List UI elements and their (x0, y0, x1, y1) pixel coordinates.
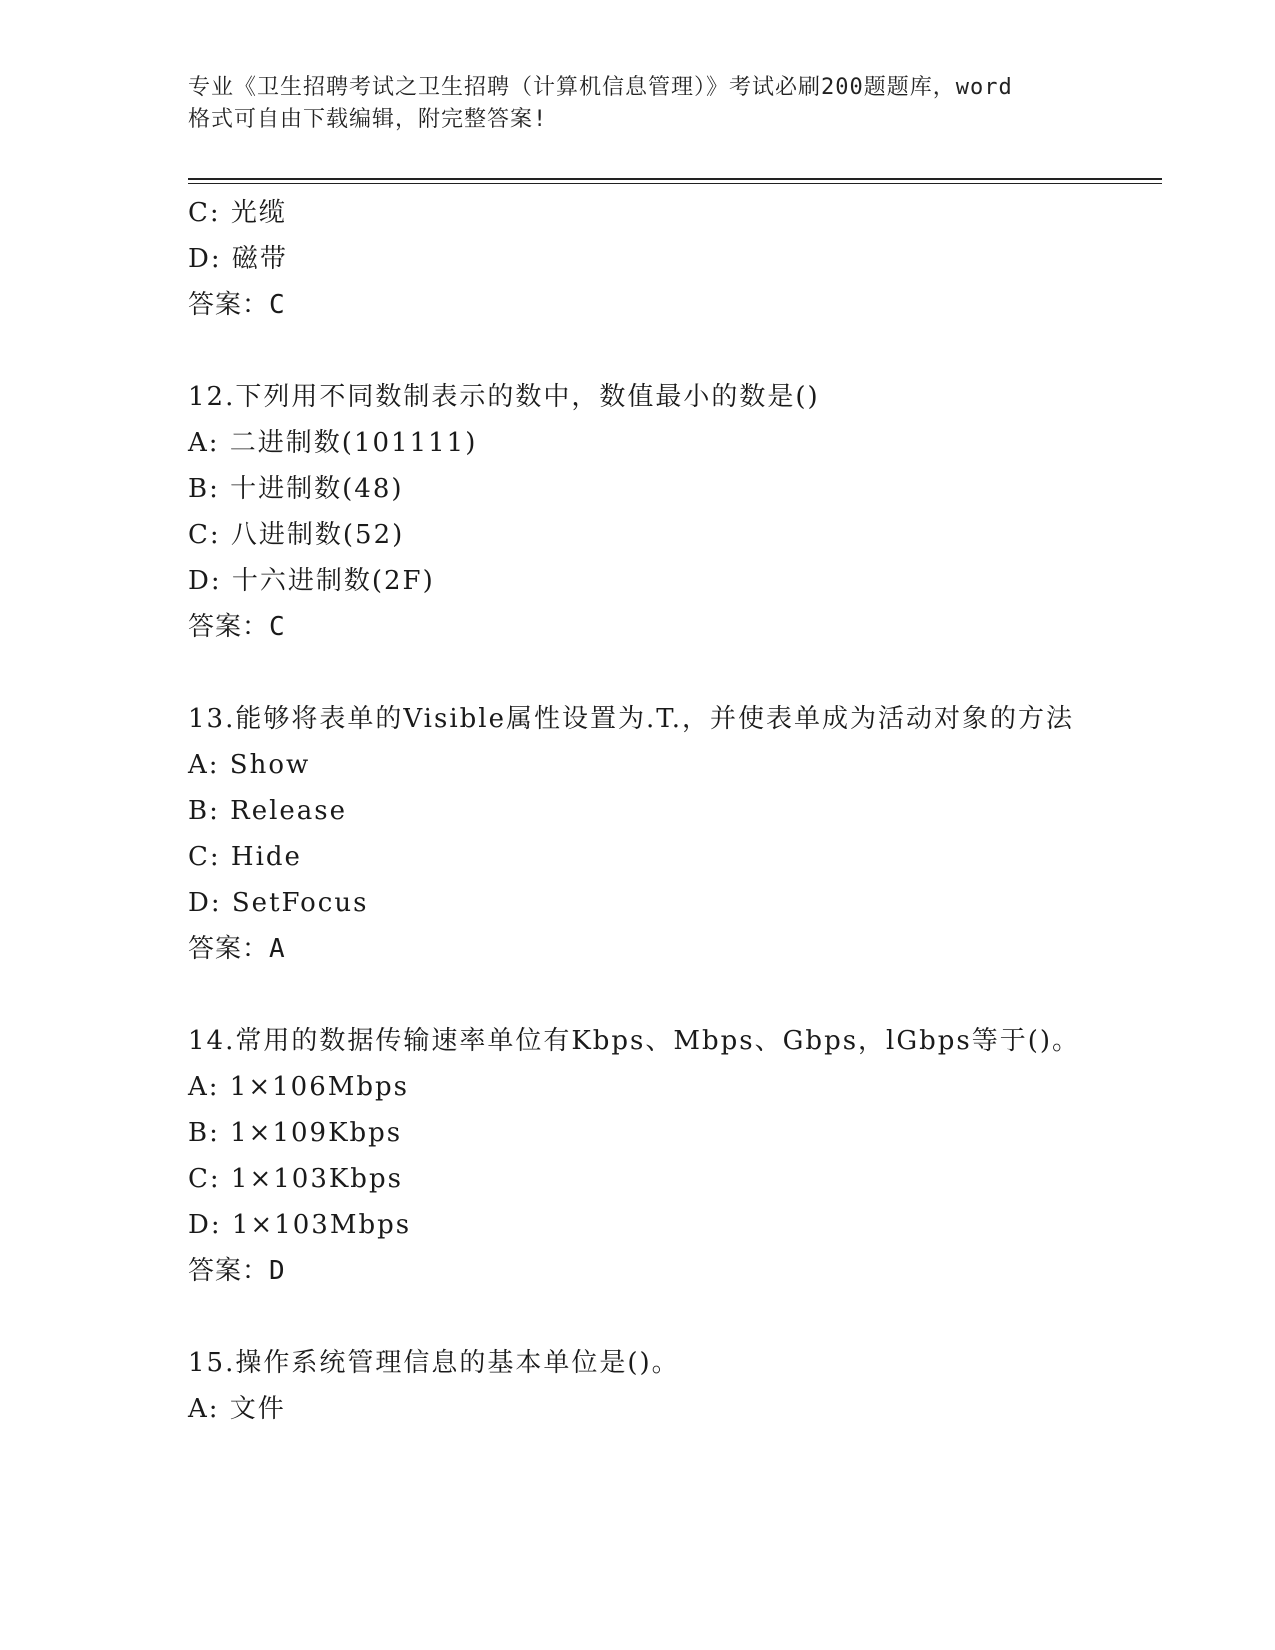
option-a: A: 1×106Mbps (188, 1072, 410, 1102)
option-c: C: Hide (188, 842, 302, 872)
question-14-stem: 14.常用的数据传输速率单位有Kbps、Mbps、Gbps，lGbps等于()。 (188, 1026, 1081, 1056)
option-b: B: 十进制数(48) (188, 474, 404, 504)
spacer (188, 972, 1088, 1018)
question-12-stem: 12.下列用不同数制表示的数中，数值最小的数是() (188, 382, 820, 412)
spacer (188, 328, 1088, 374)
header-title-line-2: 格式可自由下载编辑，附完整答案! (188, 107, 548, 132)
answer: 答案：D (188, 1256, 286, 1286)
option-d: D: 1×103Mbps (188, 1210, 412, 1240)
option-c: C: 光缆 (188, 198, 287, 228)
option-b: B: 1×109Kbps (188, 1118, 403, 1148)
page-header (188, 72, 1088, 136)
question-15-stem: 15.操作系统管理信息的基本单位是()。 (188, 1348, 680, 1378)
header-rule (188, 178, 1162, 184)
question-13-stem: 13.能够将表单的Visible属性设置为.T.，并使表单成为活动对象的方法 (188, 704, 1075, 734)
question-content (188, 190, 1088, 1432)
option-d: D: 十六进制数(2F) (188, 566, 435, 596)
option-a: A: Show (188, 750, 311, 780)
option-c: C: 八进制数(52) (188, 520, 405, 550)
answer: 答案：C (188, 612, 286, 642)
option-c: C: 1×103Kbps (188, 1164, 403, 1194)
header-title-line-1: 专业《卫生招聘考试之卫生招聘（计算机信息管理）》考试必刷200题题库，word (188, 75, 1013, 100)
option-d: D: SetFocus (188, 888, 369, 918)
option-a: A: 文件 (188, 1394, 286, 1424)
option-d: D: 磁带 (188, 244, 288, 274)
answer: 答案：A (188, 934, 286, 964)
option-b: B: Release (188, 796, 348, 826)
spacer (188, 1294, 1088, 1340)
answer: 答案：C (188, 290, 286, 320)
spacer (188, 650, 1088, 696)
option-a: A: 二进制数(101111) (188, 428, 478, 458)
